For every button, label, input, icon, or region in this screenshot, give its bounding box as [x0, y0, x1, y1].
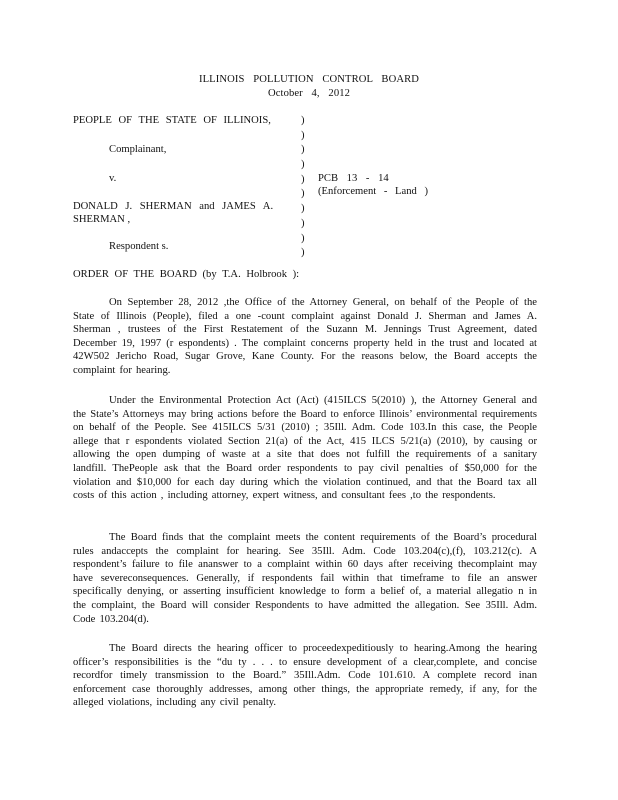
order-date: October 4, 2012 [267, 88, 351, 99]
plaintiff-name: PEOPLE OF THE STATE OF ILLINOIS, [73, 115, 271, 126]
defendant-name-line2: SHERMAN , [73, 214, 131, 225]
paragraph-1: On September 28, 2012 ,the Office of the Attorney General, on behalf of the People of the State of Illinois (People), filed a one -count complaint against Donald J. Sherman and James A. Sherman , trustees of the First Restatement of the Suzann M. Jennings Trust Agreement, dated December 19, 1997 (r espondents) . The complaint concerns property held in the trust and located at 42W502 Jericho Road, Sugar Grove, Kane County. For the reasons below, the Board accepts the complaint for hearing. [73, 297, 537, 376]
paragraph-3: The Board finds that the complaint meets the content requirements of the Board’s procedural rules andaccepts the complaint for hearing. See 35Ill. Adm. Code 103.204(c),(f), 103.212(c). A respondent’s failure to file ananswer to a complaint within 60 days after receiving thecomplaint may have severeconsequences. Generally, if respondents fail within that timeframe to file an answer specifically denying, or asserting insufficient knowledge to form a belief of, a material allegatio n in the complaint, the Board will consider Respondents to have admitted the allegation. See 35Ill. Adm. Code 103.204(d). [73, 532, 537, 625]
paren: ) [301, 188, 305, 200]
paren: ) [301, 115, 305, 126]
paren: ) [301, 203, 305, 215]
agency-title: ILLINOIS POLLUTION CONTROL BOARD [198, 74, 419, 85]
paren: ) [301, 232, 305, 244]
order-title: ORDER OF THE BOARD (by T.A. Holbrook ): [73, 269, 300, 280]
caption-parentheses [301, 114, 311, 261]
defendant-name-line1: DONALD J. SHERMAN and JAMES A. [73, 201, 274, 212]
paren: ) [301, 173, 305, 185]
case-type: (Enforcement - Land ) [318, 186, 429, 197]
paren: ) [301, 129, 305, 141]
defendant-role: Respondent s. [109, 241, 169, 252]
paragraph-4: The Board directs the hearing officer to proceedexpeditiously to hearing.Among the hearing officer’s responsibilities is the “du ty . . . to ensure development of a clear,complete, and concise recordfor timely transmission to the Board.” 35Ill.Adm. Code 101.610. A complete record inan enforcement case thoroughly addresses, among other things, the appropriate remedy, if any, for the alleged violations, including any civil penalty. [73, 643, 537, 709]
paren: ) [301, 159, 305, 171]
paren: ) [301, 247, 305, 259]
paren: ) [301, 217, 305, 229]
paragraph-2: Under the Environmental Protection Act (Act) (415ILCS 5(2010) ), the Attorney General and the State’s Attorneys may bring actions before the Board to enforce Illinois’ environmental requirements on behalf of the People. See 415ILCS 5/31 (2010) ; 35Ill. Adm. Code 103.In this case, the People allege that r espondents violated Section 21(a) of the Act, 415 ILCS 5/21(a) (2010), by causing or allowing the open dumping of waste at a site that does not fulfill the requirements of a sanitary landfill. ThePeople ask that the Board order respondents to pay civil penalties of $50,000 for the violation and $10,000 for each day during which the violation continued, and that the Board tax all costs of this action , including attorney, expert witness, and consultant fees ,to the respondents. [73, 395, 537, 502]
plaintiff-role: Complainant, [109, 144, 167, 155]
versus-label: v. [109, 173, 117, 184]
paren: ) [301, 144, 305, 156]
case-number: PCB 13 - 14 [318, 173, 389, 184]
